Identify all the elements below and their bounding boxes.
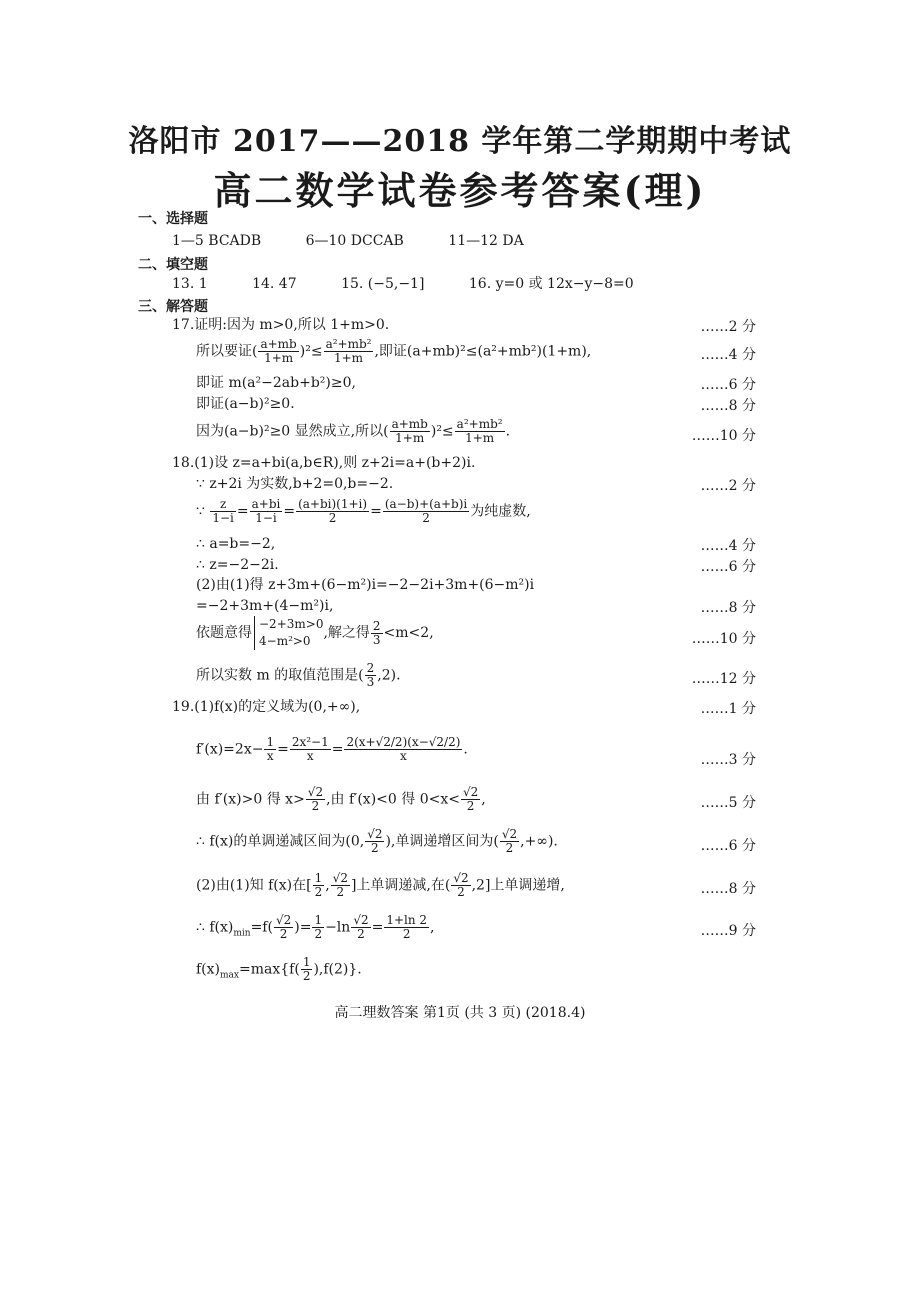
fraction: $\frac{√2}{2}$ <box>353 913 369 941</box>
fraction: $\frac{√2}{2}$ <box>453 871 469 899</box>
fb-answer-13: 13. 1 <box>172 276 208 292</box>
q19-line-6: ∴ $f(x)_{min}=f$( $\frac{√2}{2}$ )= $\frac{1}{2}$ −ln $\frac{√2}{2}$ = $\frac{1+\ln 2}{2}$ , <box>196 913 435 941</box>
q18-line-5: ∴ z=−2−2i. <box>196 557 279 573</box>
q17-score-3: ……6 分 <box>700 377 756 393</box>
q18-score-2: ……2 分 <box>700 478 756 494</box>
fraction: $\frac{2(x+√2/2)(x-√2/2)}{x}$ <box>346 735 461 763</box>
page-footer: 高二理数答案 第1页 (共 3 页) (2018.4) <box>334 1005 586 1021</box>
multiple-choice-answers <box>172 232 564 250</box>
fb-answer-14: 14. 47 <box>252 276 297 292</box>
q19-line-1: 19.(1)f(x)的定义域为(0,+∞), <box>172 699 361 715</box>
q18-score-9: ……12 分 <box>691 671 756 687</box>
fraction: $\frac{a+mb}{1+m}$ <box>260 337 297 365</box>
q18-line-6: (2)由(1)得 z+3m+(6−m²)i=−2−2i+3m+(6−m²)i <box>196 577 535 593</box>
fraction: $\frac{\text{a²+mb²}}{1+m}$ <box>456 417 503 445</box>
q19-score-1: ……1 分 <box>700 701 756 717</box>
mc-answer-11-12: 11—12 DA <box>448 233 524 249</box>
fb-answer-15: 15. (−5,−1] <box>341 276 425 292</box>
fraction: $\frac{√2}{2}$ <box>332 871 348 899</box>
q17-line-1: 17.证明:因为 m>0,所以 1+m>0. <box>172 317 390 333</box>
fraction: $\frac{√2}{2}$ <box>275 913 292 941</box>
q18-line-2: ∵ z+2i 为实数,b+2=0,b=−2. <box>196 476 394 492</box>
fraction: $\frac{a+mb}{1+m}$ <box>391 417 428 445</box>
q17-line-3: 即证 m(a²−2ab+b²)≥0, <box>196 375 356 391</box>
q19-line-5: (2)由(1)知 f(x)在[ $\frac{1}{2}$ , $\frac{√2}{2}$ ]上单调递减,在( $\frac{√2}{2}$ ,2]上单调递增, <box>196 871 565 899</box>
q17-score-4: ……8 分 <box>700 398 756 414</box>
q19-score-6: ……9 分 <box>700 923 756 939</box>
q19-line-2: f′(x)=2x− $\frac{1}{x}$ = $\frac{\text{2x²−1}}{x}$ = $\frac{2(x+√2/2)(x-√2/2)}{x}$ . <box>196 735 468 763</box>
q18-line-1: 18.(1)设 z=a+bi(a,b∈R),则 z+2i=a+(b+2)i. <box>172 455 476 471</box>
q19-score-5: ……8 分 <box>700 881 756 897</box>
q19-score-4: ……6 分 <box>700 838 756 854</box>
mc-answer-6-10: 6—10 DCCAB <box>305 233 404 249</box>
fraction: $\frac{1+\ln 2}{2}$ <box>386 913 428 941</box>
inequality-system: −2+3m>0 4−m²>0 <box>254 616 323 650</box>
q17-line-4: 即证(a−b)²≥0. <box>196 396 295 412</box>
fraction: $\frac{2}{3}$ <box>372 618 381 647</box>
fraction: $\frac{√2}{2}$ <box>367 827 383 855</box>
section-solutions-heading: 三、解答题 <box>138 299 208 315</box>
q18-score-7: ……8 分 <box>700 600 756 616</box>
q17-score-5: ……10 分 <box>691 428 756 444</box>
fraction: $\frac{(a-b)+(a+b)i}{2}$ <box>384 497 468 525</box>
q18-line-3: ∵ $\frac{z}{1-i}$ = $\frac{a+bi}{1-i}$ = $\frac{(a+bi)(1+i)}{2}$ = $\frac{(a-b)+(a+b)i}{2}$ 为纯虚数, <box>196 497 531 525</box>
answer-key-title: 高二数学试卷参考答案(理) <box>213 168 707 213</box>
section-fill-blank-heading: 二、填空题 <box>138 257 208 273</box>
q19-line-4: ∴ f(x)的单调递减区间为(0, $\frac{√2}{2}$ ),单调递增区间为( $\frac{√2}{2}$ ,+∞). <box>196 827 558 855</box>
fraction: $\frac{(a+bi)(1+i)}{2}$ <box>298 497 368 525</box>
fb-answer-16: 16. y=0 或 12x−y−8=0 <box>468 276 634 292</box>
q17-score-1: ……2 分 <box>700 319 756 335</box>
q18-line-8: 依题意得 −2+3m>0 4−m²>0 ,解之得 $\frac{2}{3}$ <m<2, <box>196 617 434 648</box>
fraction: $\frac{1}{2}$ <box>314 913 323 941</box>
q17-line-5: 因为(a−b)²≥0 显然成立,所以( $\frac{a+mb}{1+m}$ )²≤ $\frac{\text{a²+mb²}}{1+m}$ . <box>196 417 511 445</box>
q18-score-4: ……4 分 <box>700 538 756 554</box>
fraction: $\frac{\text{a²+mb²}}{1+m}$ <box>325 337 372 365</box>
q17-score-2: ……4 分 <box>700 347 756 363</box>
fill-blank-answers <box>172 275 674 293</box>
q18-score-8: ……10 分 <box>691 631 756 647</box>
fraction: $\frac{1}{x}$ <box>266 735 275 763</box>
fraction: $\frac{\text{2x²−1}}{x}$ <box>291 735 329 763</box>
fraction: $\frac{1}{2}$ <box>314 871 323 899</box>
q19-line-3: 由 f′(x)>0 得 x> $\frac{√2}{2}$ ,由 f′(x)<0 得 0<x< $\frac{√2}{2}$ , <box>196 785 486 813</box>
fraction: $\frac{a+bi}{1-i}$ <box>251 497 281 525</box>
q18-line-7: =−2+3m+(4−m²)i, <box>196 598 334 614</box>
fraction: $\frac{√2}{2}$ <box>307 785 324 813</box>
mc-answer-1-5: 1—5 BCADB <box>172 233 262 249</box>
fraction: $\frac{√2}{2}$ <box>462 785 479 813</box>
exam-title: 洛阳市 2017——2018 学年第二学期期中考试 <box>128 124 792 159</box>
section-multiple-choice-heading: 一、选择题 <box>138 211 208 227</box>
q19-score-2: ……3 分 <box>700 752 756 768</box>
q18-score-5: ……6 分 <box>700 559 756 575</box>
fraction: $\frac{2}{3}$ <box>366 661 375 689</box>
fraction: $\frac{√2}{2}$ <box>501 827 518 855</box>
q19-line-7: $f(x)_{max}=\max\{f$( $\frac{1}{2}$ ),f(2)}. <box>196 955 362 983</box>
fraction: $\frac{1}{2}$ <box>302 955 311 983</box>
q18-line-4: ∴ a=b=−2, <box>196 536 276 552</box>
fraction: $\frac{z}{1-i}$ <box>212 497 234 525</box>
q18-line-9: 所以实数 m 的取值范围是( $\frac{2}{3}$ ,2). <box>196 661 401 689</box>
q17-line-2: 所以要证( $\frac{a+mb}{1+m}$ )²≤ $\frac{\text{a²+mb²}}{1+m}$ ,即证(a+mb)²≤(a²+mb²)(1+m), <box>196 337 592 365</box>
q19-score-3: ……5 分 <box>700 795 756 811</box>
